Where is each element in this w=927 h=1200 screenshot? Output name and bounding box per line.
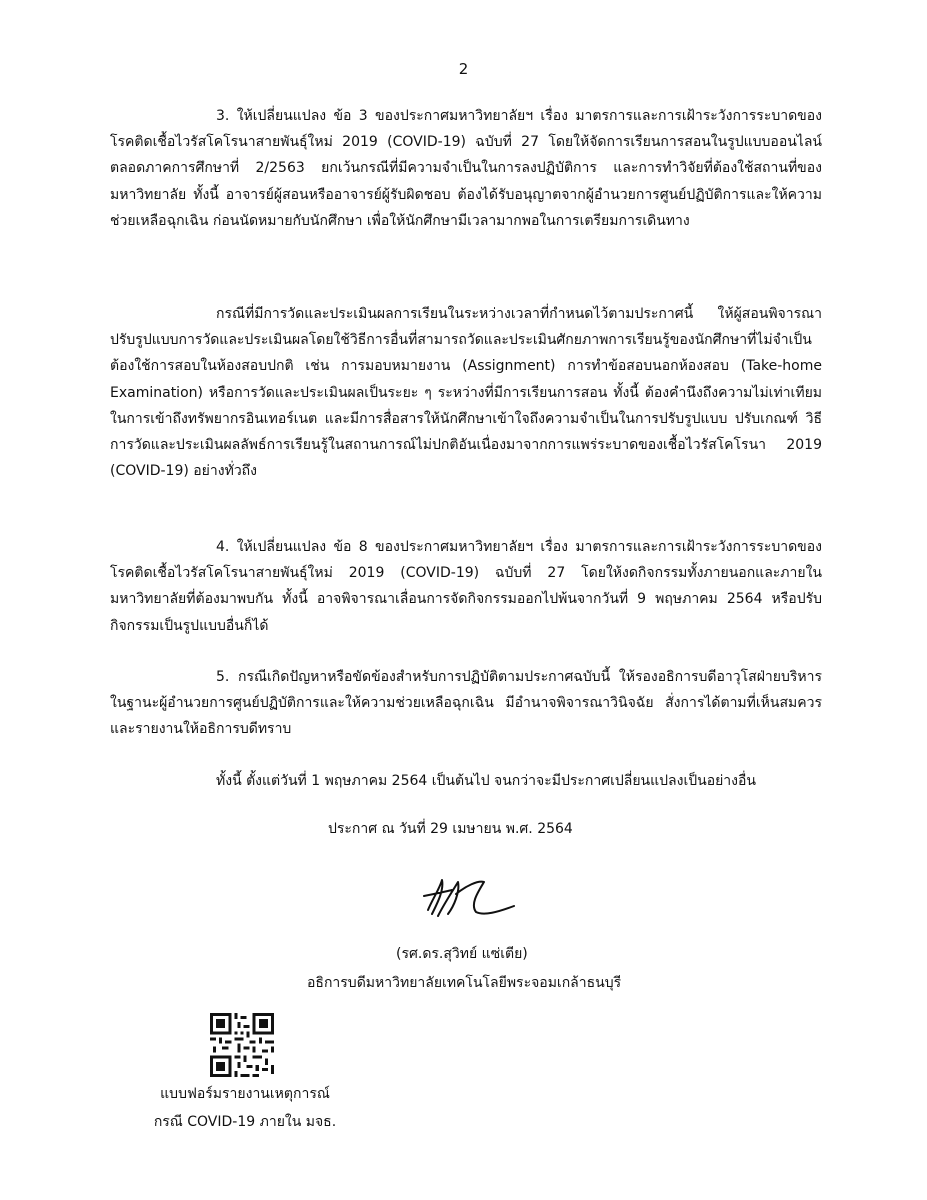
signer-name: (รศ.ดร.สุวิทย์ แซ่เตีย): [396, 946, 528, 962]
signature-icon: [418, 872, 518, 922]
qr-caption-line-2: กรณี COVID-19 ภายใน มจธ.: [153, 1114, 337, 1130]
effective-date-line: ทั้งนี้ ตั้งแต่วันที่ 1 พฤษภาคม 2564 เป็นต้นไป จนกว่าจะมีประกาศเปลี่ยนแปลงเป็นอย่างอื่น: [216, 773, 756, 789]
qr-caption-line-1: แบบฟอร์มรายงานเหตุการณ์: [160, 1086, 330, 1102]
paragraph-item-5: 5. กรณีเกิดปัญหาหรือขัดข้องสำหรับการปฏิบัติตามประกาศฉบับนี้ ให้รองอธิการบดีอาวุโสฝ่ายบริหารในฐานะผู้อำนวยการศูนย์ปฏิบัติการและให้ความช่วยเหลือฉุกเฉิน มีอำนาจพิจารณาวินิจฉัย สั่งการได้ตามที่เห็นสมควร และรายงานให้อธิการบดีทราบ: [110, 669, 822, 738]
announcement-date-line: ประกาศ ณ วันที่ 29 เมษายน พ.ศ. 2564: [328, 821, 573, 837]
page-number: 2: [458, 60, 469, 78]
qr-code-icon[interactable]: [210, 1013, 274, 1077]
signer-title: อธิการบดีมหาวิทยาลัยเทคโนโลยีพระจอมเกล้าธนบุรี: [307, 975, 622, 991]
paragraph-item-3: 3. ให้เปลี่ยนแปลง ข้อ 3 ของประกาศมหาวิทยาลัยฯ เรื่อง มาตรการและการเฝ้าระวังการระบาดของโรคติดเชื้อไวรัสโคโรนาสายพันธุ์ใหม่ 2019 (COVID-19) ฉบับที่ 27 โดยให้จัดการเรียนการสอนในรูปแบบออนไลน์ ตลอดภาคการศึกษาที่ 2/2563 ยกเว้นกรณีที่มีความจำเป็นในการลงปฏิบัติการ และการทำวิจัยที่ต้องใช้สถานที่ของมหาวิทยาลัย ทั้งนี้ อาจารย์ผู้สอนหรืออาจารย์ผู้รับผิดชอบ ต้องได้รับอนุญาตจากผู้อำนวยการศูนย์ปฏิบัติการและให้ความช่วยเหลือฉุกเฉิน ก่อนนัดหมายกับนักศึกษา เพื่อให้นักศึกษามีเวลามากพอในการเตรียมการเดินทาง: [110, 108, 822, 229]
paragraph-item-4: 4. ให้เปลี่ยนแปลง ข้อ 8 ของประกาศมหาวิทยาลัยฯ เรื่อง มาตรการและการเฝ้าระวังการระบาดของโรคติดเชื้อไวรัสโคโรนาสายพันธุ์ใหม่ 2019 (COVID-19) ฉบับที่ 27 โดยให้งดกิจกรรมทั้งภายนอกและภายในมหาวิทยาลัยที่ต้องมาพบกัน ทั้งนี้ อาจพิจารณาเลื่อนการจัดกิจกรรมออกไปพ้นจากวันที่ 9 พฤษภาคม 2564 หรือปรับกิจกรรมเป็นรูปแบบอื่นก็ได้: [110, 539, 822, 634]
paragraph-assessment: กรณีที่มีการวัดและประเมินผลการเรียนในระหว่างเวลาที่กำหนดไว้ตามประกาศนี้ ให้ผู้สอนพิจารณาปรับรูปแบบการวัดและประเมินผลโดยใช้วิธีการอื่นที่สามารถวัดและประเมินศักยภาพการเรียนรู้ของนักศึกษาที่ไม่จำเป็นต้องใช้การสอบในห้องสอบปกติ เช่น การมอบหมายงาน (Assignment) การทำข้อสอบนอกห้องสอบ (Take-home Examination) หรือการวัดและประเมินผลเป็นระยะ ๆ ระหว่างที่มีการเรียนการสอน ทั้งนี้ ต้องคำนึงถึงความไม่เท่าเทียมในการเข้าถึงทรัพยากรอินเทอร์เนต และมีการสื่อสารให้นักศึกษาเข้าใจถึงความจำเป็นในการปรับรูปแบบ ปรับเกณฑ์ วิธีการวัดและประเมินผลลัพธ์การเรียนรู้ในสถานการณ์ไม่ปกติอันเนื่องมาจากการแพร่ระบาดของเชื้อไวรัสโคโรนา 2019 (COVID-19) อย่างทั่วถึง: [110, 306, 822, 480]
